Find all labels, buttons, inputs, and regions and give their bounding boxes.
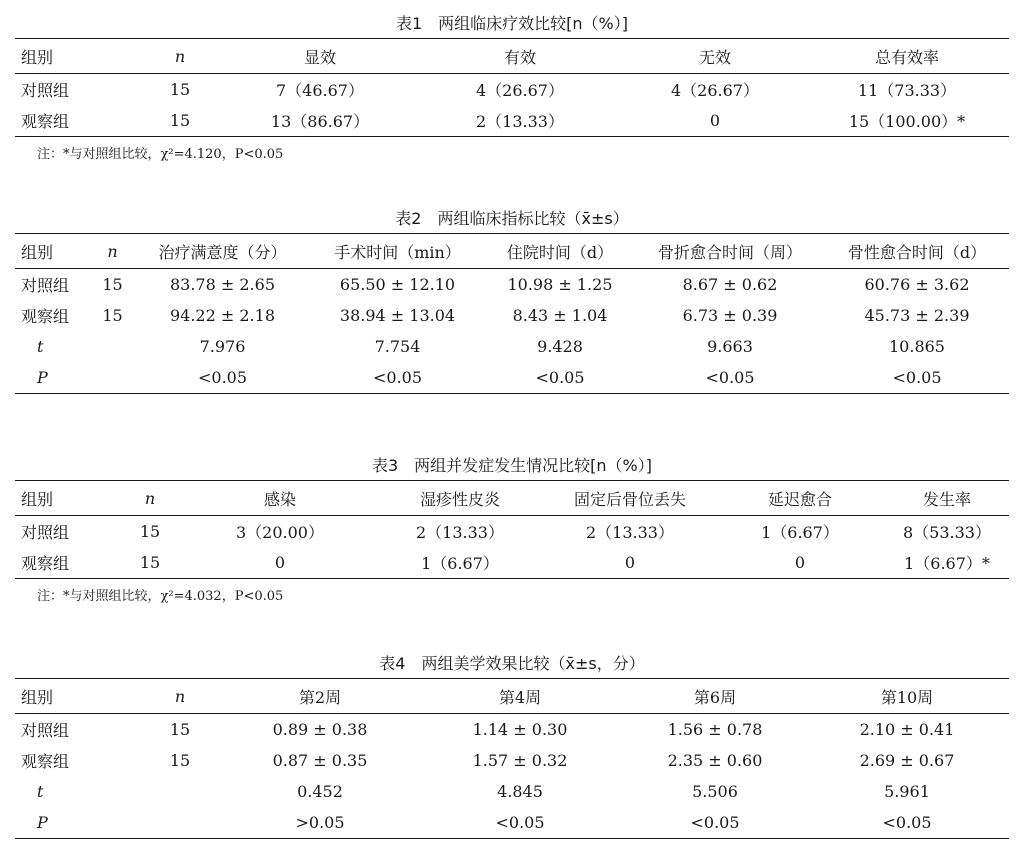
table-cell: 7.976 (199, 337, 246, 356)
header-cell: 组别 (21, 47, 54, 67)
table-cell: 15 (169, 751, 191, 770)
table-cell: 5.961 (884, 782, 930, 801)
header-cell: 骨折愈合时间（周） (657, 242, 802, 262)
table-3-caption: 表3 两组并发症发生情况比较[n（%）] (371, 456, 652, 475)
table-row (15, 331, 1009, 362)
table-cell: 8（53.33） (903, 523, 991, 542)
header-cell: 组别 (21, 489, 54, 509)
table-cell: 45.73 ± 2.39 (864, 306, 970, 325)
header-cell: 发生率 (922, 489, 971, 509)
table-cell (90, 362, 135, 394)
table-cell: 83.78 ± 2.65 (169, 275, 275, 294)
table-cell: >0.05 (295, 813, 345, 832)
table-cell: 观察组 (21, 752, 70, 771)
table-cell: <0.05 (882, 813, 932, 832)
header-cell: 第2周 (298, 687, 342, 707)
table-row (15, 105, 1009, 137)
table-row (15, 714, 1009, 746)
table-header-row (15, 234, 1009, 269)
table-cell: 0 (709, 111, 721, 130)
table-cell: 2（13.33） (586, 523, 674, 542)
table-cell: 3（20.00） (236, 523, 324, 542)
table-header-row (15, 39, 1009, 74)
table-cell: 38.94 ± 13.04 (339, 306, 456, 325)
table-cell: <0.05 (535, 368, 585, 387)
table-header-row (15, 481, 1009, 516)
header-cell: 治疗满意度（分） (158, 242, 287, 262)
table-cell: 4.845 (497, 782, 543, 801)
table-cell: 4（26.67） (671, 81, 759, 100)
header-cell: n (144, 488, 156, 508)
table-row (15, 300, 1009, 331)
table-cell: 4（26.67） (476, 81, 564, 100)
table-3-block (15, 452, 1009, 604)
table-cell: 15 (169, 111, 191, 130)
header-cell: 组别 (21, 687, 54, 707)
header-cell: 延迟愈合 (767, 489, 832, 509)
table-cell: 15（100.00）* (848, 112, 966, 131)
table-header-row (15, 679, 1009, 714)
table-cell: 10.98 ± 1.25 (507, 275, 613, 294)
table-cell: 0.87 ± 0.35 (272, 751, 368, 770)
table-2-block (15, 205, 1009, 394)
header-cell: 住院时间（d） (506, 242, 614, 262)
table-cell: 对照组 (21, 721, 70, 740)
table-cell: 1（6.67） (421, 554, 499, 573)
table-row (15, 269, 1009, 301)
table-cell: 观察组 (21, 554, 70, 573)
table-cell: 对照组 (21, 81, 70, 100)
table-cell (135, 807, 225, 839)
table-cell: 8.43 ± 1.04 (512, 306, 608, 325)
table-cell: 观察组 (21, 307, 70, 326)
table-cell: 观察组 (21, 112, 70, 131)
table-4-caption: 表4 两组美学效果比较（x̄±s，分） (379, 654, 645, 673)
table-cell: 1.14 ± 0.30 (472, 720, 568, 739)
table-cell: 15 (139, 522, 161, 541)
table-1-note: 注：*与对照组比较，χ²=4.120，P<0.05 (37, 147, 284, 162)
header-cell: n (174, 46, 186, 66)
table-2 (15, 233, 1009, 394)
table-cell: 8.67 ± 0.62 (682, 275, 778, 294)
table-cell: 94.22 ± 2.18 (169, 306, 275, 325)
table-4-block (15, 650, 1009, 839)
header-cell: 组别 (21, 242, 54, 262)
table-row (15, 547, 1009, 579)
table-cell: 7.754 (374, 337, 421, 356)
table-cell: 1（6.67）* (904, 554, 990, 573)
header-cell: 第4周 (498, 687, 542, 707)
table-cell: 0 (274, 553, 286, 572)
table-cell: <0.05 (705, 368, 755, 387)
table-cell: 15 (102, 306, 123, 325)
header-cell: 显效 (303, 47, 336, 67)
table-cell: 对照组 (21, 523, 70, 542)
table-row (15, 807, 1009, 839)
table-cell: P (37, 368, 48, 387)
table-4 (15, 678, 1009, 839)
table-cell: <0.05 (892, 368, 942, 387)
header-cell: 湿疹性皮炎 (419, 489, 500, 509)
header-cell: n (174, 686, 186, 706)
table-row (15, 74, 1009, 106)
table-cell: 15 (169, 720, 191, 739)
table-cell: 1（6.67） (761, 523, 839, 542)
table-cell: t (37, 782, 44, 801)
table-1-caption: 表1 两组临床疗效比较[n（%）] (395, 14, 628, 33)
table-cell: 9.428 (537, 337, 583, 356)
table-cell: 0 (794, 553, 806, 572)
table-cell: 60.76 ± 3.62 (864, 275, 970, 294)
table-cell: 7（46.67） (276, 81, 364, 100)
table-row (15, 776, 1009, 807)
table-cell: 1.56 ± 0.78 (667, 720, 763, 739)
table-cell: 对照组 (21, 276, 70, 295)
table-cell: <0.05 (495, 813, 545, 832)
table-cell: 15 (139, 553, 161, 572)
header-cell: 感染 (263, 489, 296, 509)
table-cell: 65.50 ± 12.10 (339, 275, 456, 294)
header-cell: 固定后骨位丢失 (573, 489, 686, 509)
table-cell: 0.89 ± 0.38 (272, 720, 368, 739)
table-cell: 2.35 ± 0.60 (667, 751, 763, 770)
table-cell: t (37, 337, 44, 356)
table-cell: 0.452 (297, 782, 343, 801)
table-cell: 2.10 ± 0.41 (859, 720, 955, 739)
table-cell: 9.663 (707, 337, 753, 356)
table-cell: 2（13.33） (416, 523, 504, 542)
table-row (15, 516, 1009, 548)
table-cell: 0 (624, 553, 636, 572)
table-cell: 1.57 ± 0.32 (472, 751, 568, 770)
table-cell: 6.73 ± 0.39 (682, 306, 778, 325)
table-cell: <0.05 (197, 368, 248, 387)
header-cell: 第10周 (880, 687, 934, 707)
table-row (15, 745, 1009, 776)
header-cell: 第6周 (693, 687, 737, 707)
table-cell: 15 (169, 80, 191, 99)
table-1-block (15, 10, 1009, 162)
header-cell: 骨性愈合时间（d） (847, 242, 987, 262)
header-cell: 手术时间（min） (334, 242, 461, 262)
table-2-caption: 表2 两组临床指标比较（x̄±s） (395, 209, 629, 228)
table-cell: 2（13.33） (476, 112, 564, 131)
table-cell: <0.05 (690, 813, 740, 832)
table-cell: 13（86.67） (270, 112, 370, 131)
table-cell (90, 331, 135, 362)
table-1 (15, 38, 1009, 137)
table-cell: <0.05 (372, 368, 423, 387)
table-cell: 11（73.33） (857, 81, 957, 100)
table-cell: 10.865 (889, 337, 945, 356)
header-cell: n (107, 241, 118, 261)
header-cell: 无效 (698, 47, 731, 67)
table-cell: 2.69 ± 0.67 (859, 751, 955, 770)
table-cell (135, 776, 225, 807)
table-3 (15, 480, 1009, 579)
header-cell: 总有效率 (874, 47, 939, 67)
table-cell: 5.506 (692, 782, 738, 801)
table-row (15, 362, 1009, 394)
header-cell: 有效 (503, 47, 536, 67)
table-3-note: 注：*与对照组比较，χ²=4.032，P<0.05 (37, 589, 284, 604)
table-cell: P (37, 813, 48, 832)
table-cell: 15 (102, 275, 123, 294)
